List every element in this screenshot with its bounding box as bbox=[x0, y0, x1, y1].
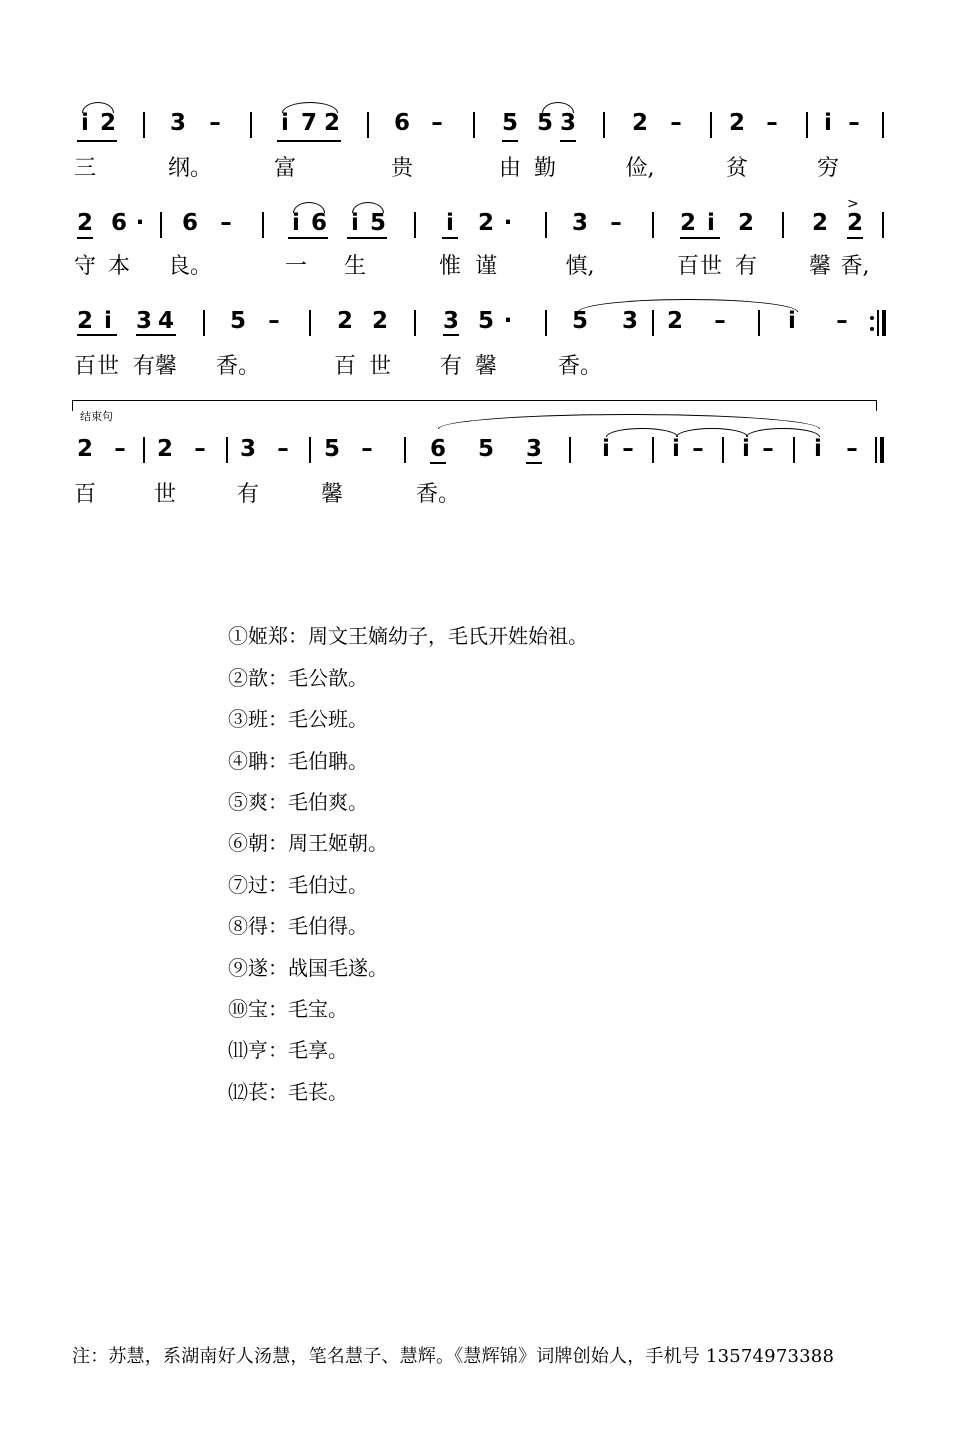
lyric-syllable: 良。 bbox=[167, 254, 213, 279]
tie bbox=[676, 428, 748, 437]
jianpu-note: 5 bbox=[323, 436, 341, 462]
jianpu-note: 5 bbox=[229, 308, 247, 334]
lyric-syllable: 有 bbox=[132, 354, 156, 379]
jianpu-note: 5 bbox=[477, 308, 495, 334]
lyric-syllable: 纲。 bbox=[167, 156, 213, 181]
jianpu-note: 2 bbox=[76, 308, 94, 334]
jianpu-note: 2 bbox=[323, 110, 341, 136]
lyric-syllable: 世 bbox=[153, 482, 177, 507]
repeat-dot bbox=[870, 327, 874, 331]
footnote: ⑿苌：毛苌。 bbox=[228, 1080, 348, 1104]
author-note: 注：苏慧，系湖南好人汤慧，笔名慧子、慧辉。《慧辉锦》词牌创始人，手机号 13574973388 bbox=[72, 1346, 835, 1367]
slur bbox=[578, 299, 798, 312]
lyric-syllable: 贫 bbox=[725, 156, 749, 181]
lyric-syllable: 馨 bbox=[808, 254, 832, 279]
jianpu-note: i bbox=[824, 110, 832, 136]
jianpu-note: · bbox=[135, 210, 145, 236]
jianpu-note: 6 bbox=[393, 110, 411, 136]
barline bbox=[143, 437, 145, 463]
jianpu-note: 5 bbox=[571, 308, 589, 334]
underline bbox=[502, 140, 518, 142]
footnote: ⑦过：毛伯过。 bbox=[228, 873, 368, 897]
jianpu-note: 2 bbox=[76, 436, 94, 462]
ending-label: 结束句 bbox=[80, 410, 113, 423]
jianpu-note: 6 bbox=[310, 210, 328, 236]
barline bbox=[160, 212, 162, 238]
jianpu-note: – bbox=[431, 110, 443, 136]
jianpu-note: 5 bbox=[369, 210, 387, 236]
barline bbox=[473, 112, 475, 138]
repeat-barline-thick bbox=[882, 310, 886, 336]
lyric-syllable: 馨 bbox=[320, 482, 344, 507]
barline bbox=[793, 437, 795, 463]
footnote: ⑾亨：毛享。 bbox=[228, 1038, 348, 1062]
barline bbox=[226, 437, 228, 463]
lyric-syllable: 香, bbox=[840, 254, 870, 279]
lyric-syllable: 馨 bbox=[474, 354, 498, 379]
footnote: ⑧得：毛伯得。 bbox=[228, 914, 368, 938]
jianpu-note: i bbox=[707, 210, 715, 236]
lyric-syllable: 百 bbox=[676, 254, 700, 279]
jianpu-note: 2 bbox=[99, 110, 117, 136]
jianpu-note: 2 bbox=[156, 436, 174, 462]
jianpu-note: 2 bbox=[477, 210, 495, 236]
slur bbox=[542, 102, 574, 113]
underline bbox=[136, 334, 176, 336]
lyric-syllable: 香。 bbox=[415, 482, 461, 507]
jianpu-note: – bbox=[670, 110, 682, 136]
slur bbox=[438, 414, 820, 429]
repeat-dot bbox=[870, 316, 874, 320]
lyric-syllable: 香。 bbox=[215, 354, 261, 379]
barline bbox=[404, 437, 406, 463]
barline bbox=[758, 310, 760, 336]
lyric-syllable: 生 bbox=[343, 254, 367, 279]
barline bbox=[545, 310, 547, 336]
jianpu-note: 6 bbox=[181, 210, 199, 236]
jianpu-note: 2 bbox=[737, 210, 755, 236]
underline bbox=[430, 462, 446, 464]
underline bbox=[847, 237, 863, 239]
lyric-syllable: 穷 bbox=[816, 156, 840, 181]
jianpu-note: 5 bbox=[536, 110, 554, 136]
jianpu-note: i bbox=[788, 308, 796, 334]
final-barline-thick bbox=[880, 437, 884, 463]
jianpu-note: 5 bbox=[501, 110, 519, 136]
jianpu-note: 2 bbox=[811, 210, 829, 236]
jianpu-note: 3 bbox=[239, 436, 257, 462]
lyric-syllable: 百 bbox=[73, 482, 97, 507]
tie bbox=[606, 428, 678, 437]
underline bbox=[77, 140, 117, 142]
lyric-syllable: 有 bbox=[734, 254, 758, 279]
jianpu-note: 2 bbox=[666, 308, 684, 334]
footnote: ⑤爽：毛伯爽。 bbox=[228, 790, 368, 814]
jianpu-note: – bbox=[209, 110, 221, 136]
underline bbox=[443, 334, 459, 336]
jianpu-note: 2 bbox=[679, 210, 697, 236]
footnote: ③班：毛公班。 bbox=[228, 707, 368, 731]
jianpu-note: – bbox=[194, 436, 206, 462]
jianpu-note: – bbox=[622, 436, 634, 462]
jianpu-note: 2 bbox=[371, 308, 389, 334]
repeat-barline bbox=[877, 310, 879, 336]
barline bbox=[262, 212, 264, 238]
jianpu-note: – bbox=[848, 110, 860, 136]
jianpu-note: 6 bbox=[429, 436, 447, 462]
lyric-syllable: 有 bbox=[236, 482, 260, 507]
slur bbox=[82, 102, 114, 113]
lyric-syllable: 贵 bbox=[390, 156, 414, 181]
jianpu-note: i bbox=[351, 210, 359, 236]
jianpu-note: i bbox=[292, 210, 300, 236]
barline bbox=[782, 212, 784, 238]
underline bbox=[277, 140, 341, 142]
slur bbox=[293, 202, 325, 213]
barline bbox=[569, 437, 571, 463]
barline bbox=[652, 212, 654, 238]
jianpu-note: 5 bbox=[477, 436, 495, 462]
jianpu-note: 6 bbox=[110, 210, 128, 236]
footnote: ①姬郑：周文王嫡幼子，毛氏开姓始祖。 bbox=[228, 624, 588, 648]
jianpu-note: 3 bbox=[525, 436, 543, 462]
barline bbox=[722, 437, 724, 463]
lyric-syllable: 一 bbox=[284, 254, 308, 279]
jianpu-note: i bbox=[602, 436, 610, 462]
barline bbox=[367, 112, 369, 138]
tie bbox=[746, 428, 820, 437]
jianpu-note: i bbox=[281, 110, 289, 136]
lyric-syllable: 慎, bbox=[565, 254, 595, 279]
barline bbox=[806, 112, 808, 138]
underline bbox=[288, 237, 328, 239]
jianpu-note: – bbox=[277, 436, 289, 462]
jianpu-note: – bbox=[610, 210, 622, 236]
jianpu-note: 7 bbox=[300, 110, 318, 136]
lyric-syllable: 三 bbox=[73, 156, 97, 181]
lyric-syllable: 百 bbox=[73, 354, 97, 379]
barline bbox=[143, 112, 145, 138]
jianpu-note: – bbox=[692, 436, 704, 462]
barline bbox=[652, 437, 654, 463]
jianpu-note: – bbox=[268, 308, 280, 334]
jianpu-note: – bbox=[361, 436, 373, 462]
jianpu-note: · bbox=[503, 308, 513, 334]
barline bbox=[652, 310, 654, 336]
barline bbox=[414, 212, 416, 238]
ending-bracket bbox=[72, 400, 877, 411]
jianpu-note: 2 bbox=[631, 110, 649, 136]
barline bbox=[882, 212, 884, 238]
jianpu-note: 3 bbox=[559, 110, 577, 136]
barline bbox=[309, 310, 311, 336]
barline bbox=[414, 310, 416, 336]
barline bbox=[250, 112, 252, 138]
footnote: ⑩宝：毛宝。 bbox=[228, 997, 348, 1021]
underline bbox=[77, 237, 93, 239]
underline bbox=[77, 334, 117, 336]
jianpu-note: – bbox=[846, 436, 858, 462]
underline bbox=[680, 237, 720, 239]
underline bbox=[442, 237, 458, 239]
final-barline bbox=[875, 437, 877, 463]
jianpu-note: · bbox=[503, 210, 513, 236]
accent-mark: > bbox=[847, 196, 859, 212]
footnote: ⑨遂：战国毛遂。 bbox=[228, 956, 388, 980]
lyric-syllable: 世 bbox=[368, 354, 392, 379]
footnote: ④聃：毛伯聃。 bbox=[228, 749, 368, 773]
barline bbox=[309, 437, 311, 463]
barline bbox=[203, 310, 205, 336]
jianpu-note: 4 bbox=[157, 308, 175, 334]
underline bbox=[526, 462, 542, 464]
lyric-syllable: 香。 bbox=[557, 354, 603, 379]
barline bbox=[603, 112, 605, 138]
lyric-syllable: 俭, bbox=[625, 156, 655, 181]
jianpu-note: i bbox=[672, 436, 680, 462]
jianpu-note: 3 bbox=[169, 110, 187, 136]
jianpu-note: – bbox=[766, 110, 778, 136]
lyric-syllable: 谨 bbox=[474, 254, 498, 279]
lyric-syllable: 富 bbox=[273, 156, 297, 181]
lyric-syllable: 百 bbox=[333, 354, 357, 379]
barline bbox=[710, 112, 712, 138]
underline bbox=[347, 237, 387, 239]
barline bbox=[882, 112, 884, 138]
jianpu-note: – bbox=[836, 308, 848, 334]
jianpu-note: – bbox=[220, 210, 232, 236]
underline bbox=[560, 140, 576, 142]
jianpu-note: i bbox=[814, 436, 822, 462]
jianpu-note: 3 bbox=[135, 308, 153, 334]
lyric-syllable: 世 bbox=[699, 254, 723, 279]
jianpu-note: 3 bbox=[442, 308, 460, 334]
lyric-syllable: 本 bbox=[107, 254, 131, 279]
jianpu-note: – bbox=[762, 436, 774, 462]
jianpu-note: 2 bbox=[76, 210, 94, 236]
jianpu-note: 3 bbox=[621, 308, 639, 334]
jianpu-note: i bbox=[742, 436, 750, 462]
lyric-syllable: 世 bbox=[96, 354, 120, 379]
jianpu-note: 2 bbox=[336, 308, 354, 334]
jianpu-note: – bbox=[114, 436, 126, 462]
lyric-syllable: 由 bbox=[498, 156, 522, 181]
barline bbox=[545, 212, 547, 238]
lyric-syllable: 馨 bbox=[154, 354, 178, 379]
jianpu-note: 3 bbox=[571, 210, 589, 236]
slur bbox=[282, 102, 338, 113]
jianpu-note: i bbox=[446, 210, 454, 236]
slur bbox=[352, 202, 384, 213]
footnote: ⑥朝：周王姬朝。 bbox=[228, 831, 388, 855]
jianpu-note: 2 bbox=[846, 210, 864, 236]
jianpu-note: i bbox=[81, 110, 89, 136]
lyric-syllable: 有 bbox=[439, 354, 463, 379]
jianpu-note: i bbox=[104, 308, 112, 334]
jianpu-note: – bbox=[714, 308, 726, 334]
lyric-syllable: 守 bbox=[73, 254, 97, 279]
jianpu-note: 2 bbox=[728, 110, 746, 136]
footnote: ②歆：毛公歆。 bbox=[228, 666, 368, 690]
lyric-syllable: 勤 bbox=[533, 156, 557, 181]
lyric-syllable: 惟 bbox=[438, 254, 462, 279]
